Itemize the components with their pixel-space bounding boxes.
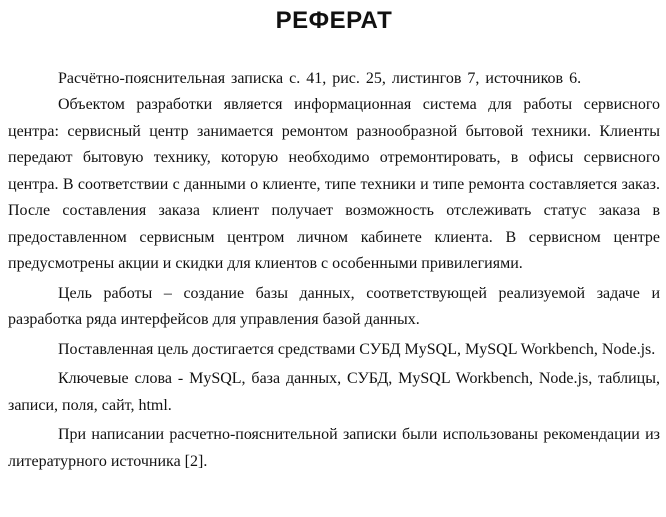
paragraph-keywords: Ключевые слова - MySQL, база данных, СУБД, MySQL Workbench, Node.js, таблицы, записи, поля, сайт, html. <box>8 370 660 414</box>
paragraph-references: При написании расчетно-пояснительной записки были использованы рекомендации из литературного источника [2]. <box>8 426 660 470</box>
document-meta-line: Расчётно-пояснительная записка с. 41, рис. 25, листингов 7, источников 6. <box>58 70 582 87</box>
paragraph-goal: Цель работы – создание базы данных, соответствующей реализуемой задаче и разработка ряда интерфейсов для управления базой данных. <box>8 284 660 328</box>
page-title: РЕФЕРАТ <box>275 7 393 34</box>
paragraph-object-description: Объектом разработки является информационная система для работы сервисного центра: сервисный центр занимается ремонтом разнообразной бытовой техники. Клиенты передают бытовую технику, которую необходимо отремонтировать, в офисы сервисного центра. В соответствии с данными о клиенте, типе техники и типе ремонта составляется заказ. После составления заказа клиент получает возможность отслеживать статус заказа в предоставленном сервисным центром личном кабинете клиента. В сервисном центре предусмотрены акции и скидки для клиентов с особенными привилегиями. <box>8 96 660 272</box>
paragraph-tools: Поставленная цель достигается средствами СУБД MySQL, MySQL Workbench, Node.js. <box>58 340 656 358</box>
